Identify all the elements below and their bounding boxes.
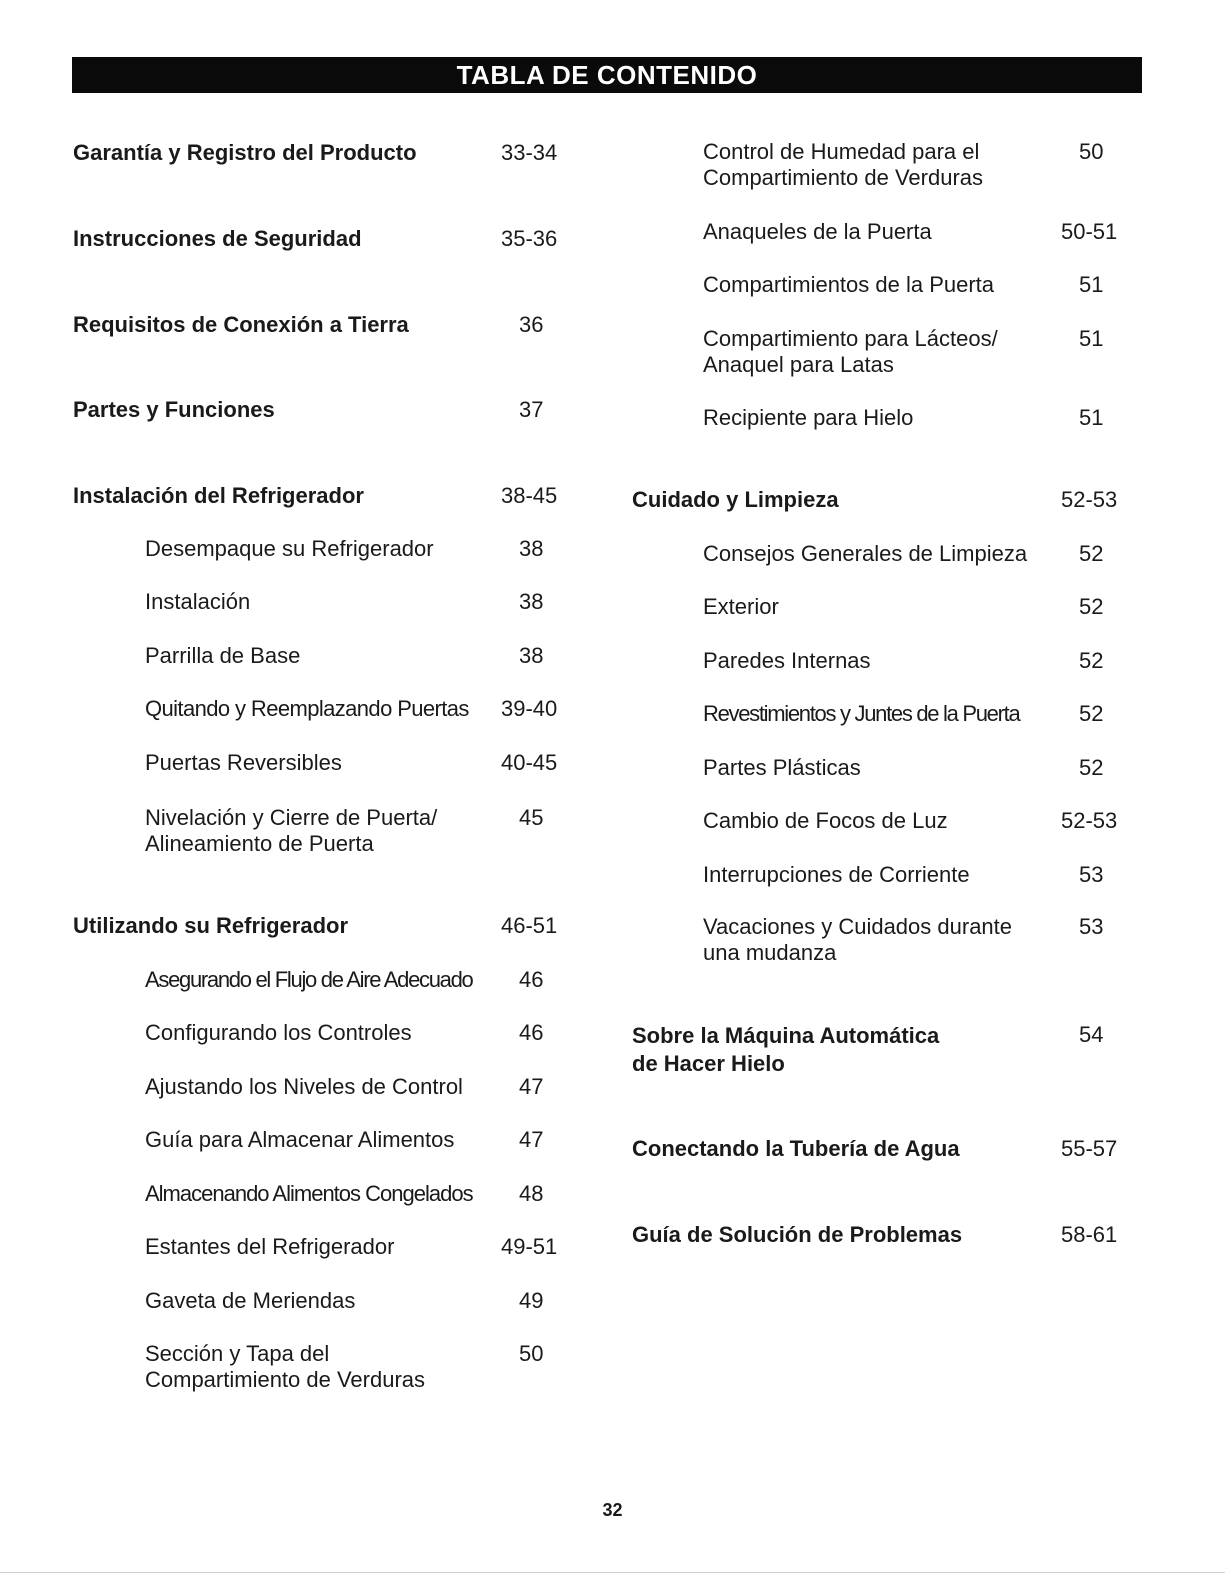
toc-page: 52-53 bbox=[1061, 808, 1118, 833]
toc-label: Gaveta de Meriendas bbox=[145, 1288, 356, 1313]
toc-page: 50 bbox=[519, 1341, 544, 1366]
toc-page: 33-34 bbox=[501, 140, 558, 165]
toc-label: Guía de Solución de Problemas bbox=[632, 1222, 963, 1247]
page-number: 32 bbox=[602, 1500, 623, 1520]
toc-label-line2: una mudanza bbox=[703, 940, 837, 965]
toc-label: Utilizando su Refrigerador bbox=[73, 913, 349, 938]
toc-label: Partes Plásticas bbox=[703, 755, 861, 780]
toc-label: Desempaque su Refrigerador bbox=[145, 536, 434, 561]
toc-label: Conectando la Tubería de Agua bbox=[632, 1136, 960, 1161]
toc-page: 49-51 bbox=[501, 1234, 558, 1259]
toc-page: 47 bbox=[519, 1127, 544, 1152]
toc-page: 47 bbox=[519, 1074, 544, 1099]
toc-page: 55-57 bbox=[1061, 1136, 1118, 1161]
toc-page: 53 bbox=[1079, 862, 1104, 887]
toc-label: Estantes del Refrigerador bbox=[145, 1234, 395, 1259]
toc-page: 38 bbox=[519, 536, 544, 561]
toc-title-banner bbox=[72, 57, 1142, 93]
toc-page: 51 bbox=[1079, 272, 1104, 297]
toc-label-line2: de Hacer Hielo bbox=[632, 1051, 785, 1076]
toc-label: Parrilla de Base bbox=[145, 643, 301, 668]
toc-page: 52 bbox=[1079, 541, 1104, 566]
toc-page: 38 bbox=[519, 643, 544, 668]
toc-label: Garantía y Registro del Producto bbox=[73, 140, 417, 165]
toc-label: Interrupciones de Corriente bbox=[703, 862, 970, 887]
toc-page: 37 bbox=[519, 397, 544, 422]
toc-page: 52 bbox=[1079, 648, 1104, 673]
toc-page: 48 bbox=[519, 1181, 544, 1206]
toc-label: Nivelación y Cierre de Puerta/ bbox=[145, 805, 438, 830]
toc-label: Asegurando el Flujo de Aire Adecuado bbox=[145, 967, 473, 992]
toc-page: 35-36 bbox=[501, 226, 558, 251]
toc-label-line2: Anaquel para Latas bbox=[703, 352, 894, 377]
toc-label: Recipiente para Hielo bbox=[703, 405, 914, 430]
toc-page: 39-40 bbox=[501, 696, 558, 721]
toc-label: Compartimientos de la Puerta bbox=[703, 272, 995, 297]
toc-page: 52 bbox=[1079, 701, 1104, 726]
toc-page: 36 bbox=[519, 312, 544, 337]
toc-label: Configurando los Controles bbox=[145, 1020, 412, 1045]
toc-label: Consejos Generales de Limpieza bbox=[703, 541, 1028, 566]
toc-label: Sección y Tapa del bbox=[145, 1341, 330, 1366]
toc-page: 50 bbox=[1079, 139, 1104, 164]
toc-page: 40-45 bbox=[501, 750, 558, 775]
bottom-divider bbox=[0, 1572, 1225, 1573]
toc-label: Anaqueles de la Puerta bbox=[703, 219, 932, 244]
toc-title: TABLA DE CONTENIDO bbox=[456, 59, 758, 90]
toc-label: Requisitos de Conexión a Tierra bbox=[73, 312, 409, 337]
toc-label: Partes y Funciones bbox=[73, 397, 275, 422]
toc-label: Sobre la Máquina Automática bbox=[632, 1023, 940, 1048]
toc-label: Revestimientos y Juntes de la Puerta bbox=[703, 701, 1020, 726]
toc-page: 45 bbox=[519, 805, 544, 830]
toc-label: Ajustando los Niveles de Control bbox=[145, 1074, 463, 1099]
toc-page: 53 bbox=[1079, 914, 1104, 939]
toc-label: Cambio de Focos de Luz bbox=[703, 808, 948, 833]
toc-page: 52 bbox=[1079, 594, 1104, 619]
toc-page: 51 bbox=[1079, 405, 1104, 430]
toc-label: Exterior bbox=[703, 594, 779, 619]
toc-label: Instrucciones de Seguridad bbox=[73, 226, 362, 251]
toc-page: 51 bbox=[1079, 326, 1104, 351]
toc-page: 38-45 bbox=[501, 483, 558, 508]
toc-label: Vacaciones y Cuidados durante bbox=[703, 914, 1013, 939]
toc-label-line2: Compartimiento de Verduras bbox=[145, 1367, 426, 1392]
toc-page: 50-51 bbox=[1061, 219, 1118, 244]
toc-label: Quitando y Reemplazando Puertas bbox=[145, 696, 469, 721]
toc-label: Guía para Almacenar Alimentos bbox=[145, 1127, 455, 1152]
toc-page: 38 bbox=[519, 589, 544, 614]
toc-label: Puertas Reversibles bbox=[145, 750, 342, 775]
toc-label: Instalación bbox=[145, 589, 251, 614]
toc-label: Cuidado y Limpieza bbox=[632, 487, 839, 512]
toc-label-line2: Compartimiento de Verduras bbox=[703, 165, 984, 190]
toc-label: Paredes Internas bbox=[703, 648, 871, 673]
toc-page: 58-61 bbox=[1061, 1222, 1118, 1247]
toc-page: 54 bbox=[1079, 1022, 1104, 1047]
toc-label: Instalación del Refrigerador bbox=[73, 483, 364, 508]
toc-label: Compartimiento para Lácteos/ bbox=[703, 326, 998, 351]
toc-label: Control de Humedad para el bbox=[703, 139, 980, 164]
toc-label: Almacenando Alimentos Congelados bbox=[145, 1181, 473, 1206]
toc-label-line2: Alineamiento de Puerta bbox=[145, 831, 374, 856]
toc-page: 46 bbox=[519, 1020, 544, 1045]
toc-page: 46-51 bbox=[501, 913, 558, 938]
toc-page: 49 bbox=[519, 1288, 544, 1313]
toc-page: 52 bbox=[1079, 755, 1104, 780]
toc-page: 46 bbox=[519, 967, 544, 992]
toc-page: 52-53 bbox=[1061, 487, 1118, 512]
